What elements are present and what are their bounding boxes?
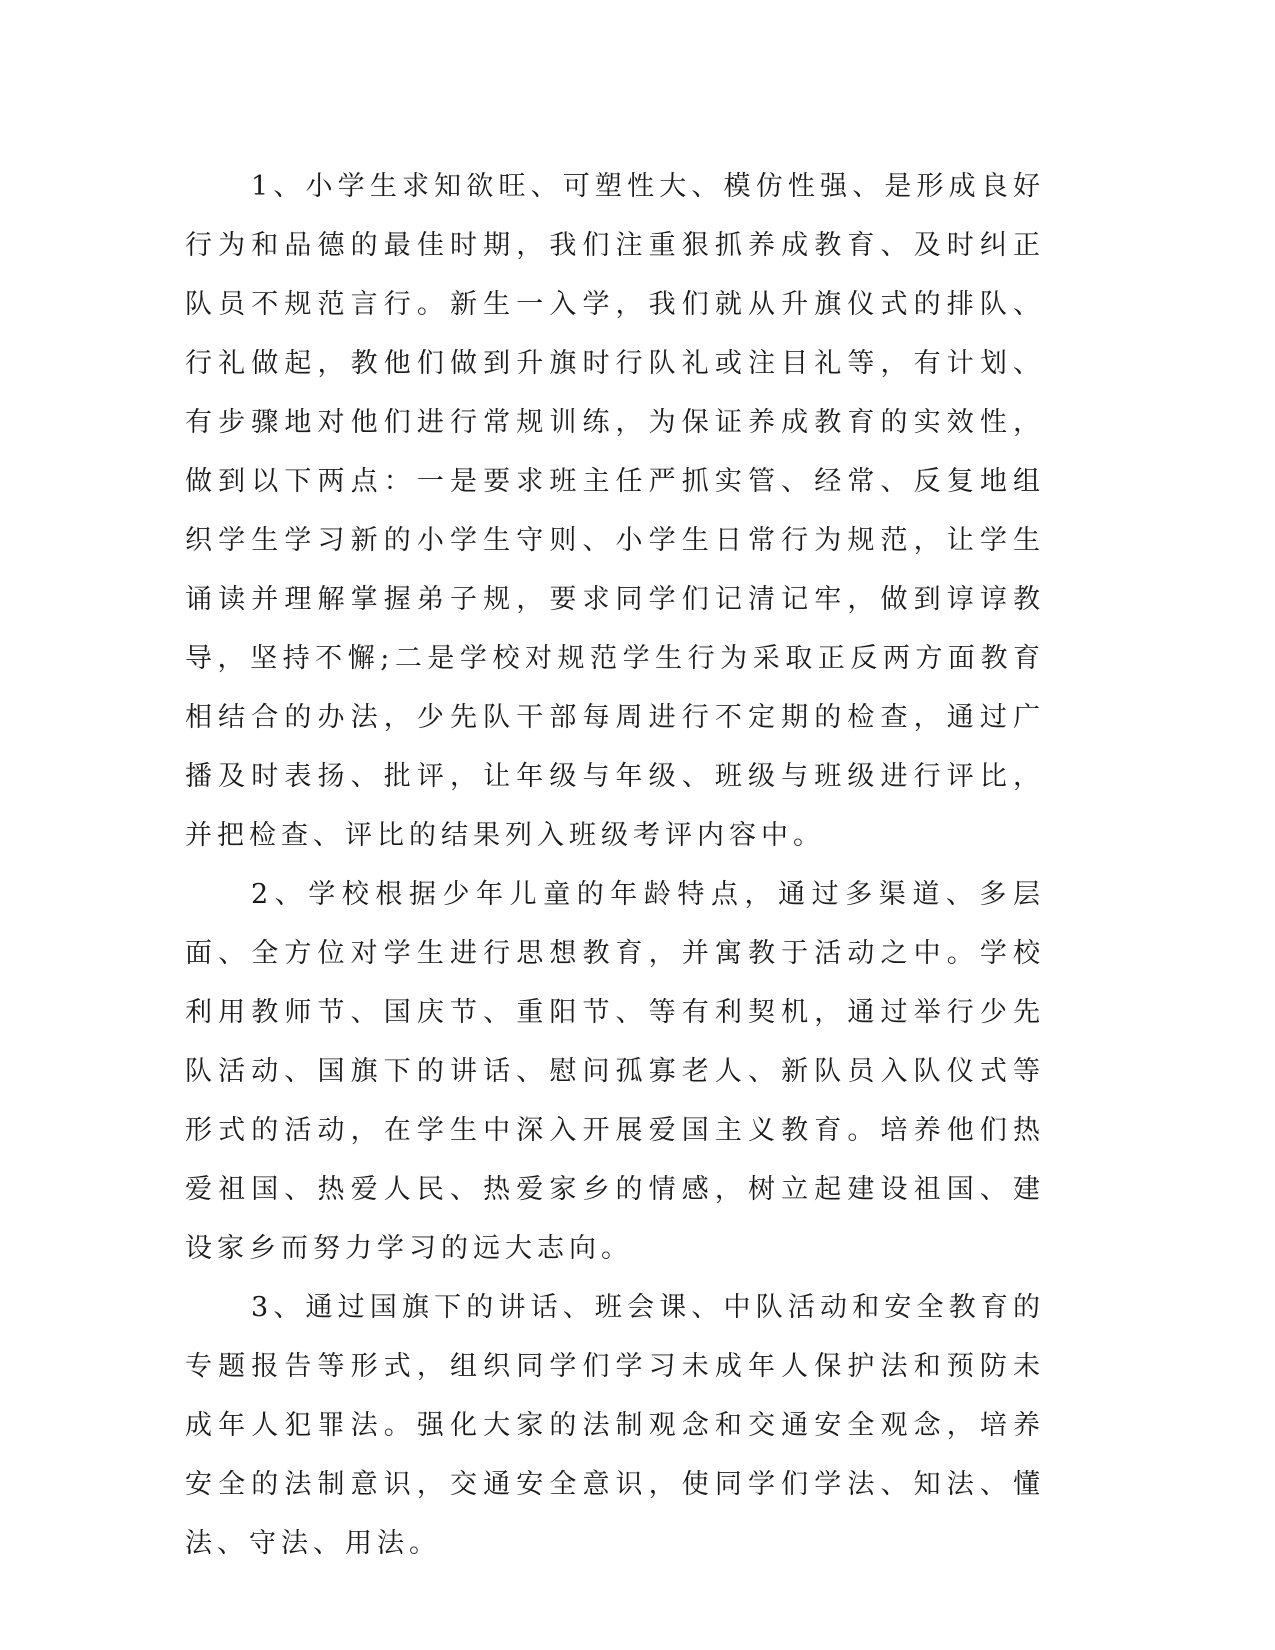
paragraph-2: 2、学校根据少年儿童的年龄特点，通过多渠道、多层面、全方位对学生进行思想教育，并寓教于活动之中。学校利用教师节、国庆节、重阳节、等有利契机，通过举行少先队活动、国旗下的讲话、慰问孤寡老人、新队员入队仪式等形式的活动，在学生中深入开展爱国主义教育。培养他们热爱祖国、热爱人民、热爱家乡的情感，树立起建设祖国、建设家乡而努力学习的远大志向。	[185, 879, 1045, 1264]
document-body	[185, 157, 1045, 1573]
paragraph-3: 3、通过国旗下的讲话、班会课、中队活动和安全教育的专题报告等形式，组织同学们学习未成年人保护法和预防未成年人犯罪法。强化大家的法制观念和交通安全观念，培养安全的法制意识，交通安全意识，使同学们学法、知法、懂法、守法、用法。	[185, 1292, 1045, 1559]
paragraph-1: 1、小学生求知欲旺、可塑性大、模仿性强、是形成良好行为和品德的最佳时期，我们注重狠抓养成教育、及时纠正队员不规范言行。新生一入学，我们就从升旗仪式的排队、行礼做起，教他们做到升旗时行队礼或注目礼等，有计划、有步骤地对他们进行常规训练，为保证养成教育的实效性，做到以下两点：一是要求班主任严抓实管、经常、反复地组织学生学习新的小学生守则、小学生日常行为规范，让学生诵读并理解掌握弟子规，要求同学们记清记牢，做到谆谆教导，坚持不懈;二是学校对规范学生行为采取正反两方面教育相结合的办法，少先队干部每周进行不定期的检查，通过广播及时表扬、批评，让年级与年级、班级与班级进行评比，并把检查、评比的结果列入班级考评内容中。	[185, 171, 1045, 851]
